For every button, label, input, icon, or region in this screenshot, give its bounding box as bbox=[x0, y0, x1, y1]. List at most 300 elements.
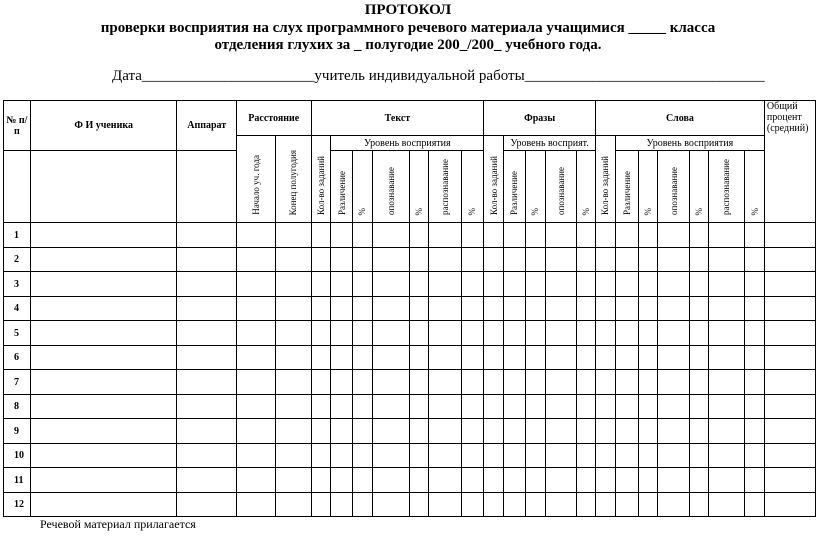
table-cell[interactable] bbox=[615, 223, 638, 248]
table-cell[interactable] bbox=[596, 370, 616, 395]
table-cell[interactable] bbox=[30, 248, 177, 272]
table-cell[interactable] bbox=[638, 419, 658, 444]
table-cell[interactable] bbox=[372, 223, 409, 248]
table-cell[interactable] bbox=[353, 346, 373, 370]
table-cell[interactable] bbox=[372, 395, 409, 419]
table-cell[interactable] bbox=[638, 493, 658, 517]
table-cell[interactable] bbox=[745, 419, 765, 444]
table-cell[interactable] bbox=[504, 419, 526, 444]
table-cell[interactable] bbox=[596, 444, 616, 468]
table-cell[interactable] bbox=[275, 493, 311, 517]
table-cell[interactable] bbox=[275, 223, 311, 248]
table-cell[interactable] bbox=[504, 297, 526, 321]
table-cell[interactable] bbox=[708, 395, 744, 419]
table-cell[interactable] bbox=[30, 395, 177, 419]
table-cell[interactable] bbox=[429, 223, 462, 248]
table-cell[interactable] bbox=[237, 468, 276, 493]
table-cell[interactable] bbox=[237, 346, 276, 370]
table-cell[interactable] bbox=[237, 248, 276, 272]
table-cell[interactable] bbox=[708, 223, 744, 248]
table-cell[interactable] bbox=[689, 468, 708, 493]
table-cell[interactable] bbox=[177, 395, 237, 419]
table-cell[interactable] bbox=[275, 248, 311, 272]
table-cell[interactable] bbox=[30, 419, 177, 444]
table-cell[interactable] bbox=[545, 395, 577, 419]
device-spacer bbox=[177, 151, 237, 223]
table-cell[interactable] bbox=[275, 419, 311, 444]
table-cell[interactable] bbox=[689, 297, 708, 321]
table-cell[interactable] bbox=[461, 419, 484, 444]
table-cell[interactable] bbox=[577, 468, 596, 493]
table-cell[interactable] bbox=[237, 272, 276, 297]
table-cell[interactable] bbox=[658, 493, 690, 517]
table-cell[interactable] bbox=[577, 444, 596, 468]
table-cell[interactable] bbox=[410, 321, 429, 346]
table-cell[interactable] bbox=[764, 370, 815, 395]
table-cell[interactable] bbox=[177, 297, 237, 321]
table-cell[interactable] bbox=[596, 395, 616, 419]
table-cell[interactable] bbox=[577, 370, 596, 395]
table-cell[interactable] bbox=[745, 395, 765, 419]
table-cell[interactable] bbox=[615, 395, 638, 419]
table-cell[interactable] bbox=[577, 346, 596, 370]
table-cell[interactable] bbox=[708, 297, 744, 321]
table-cell[interactable] bbox=[525, 248, 545, 272]
table-cell[interactable] bbox=[410, 248, 429, 272]
table-cell[interactable] bbox=[429, 370, 462, 395]
table-cell[interactable] bbox=[658, 248, 690, 272]
distance-start-header: Начало уч. года bbox=[237, 136, 276, 223]
table-cell[interactable] bbox=[577, 493, 596, 517]
table-cell[interactable] bbox=[353, 468, 373, 493]
table-cell[interactable] bbox=[311, 468, 331, 493]
col-number-header: № п/п bbox=[4, 101, 31, 151]
table-cell[interactable] bbox=[577, 395, 596, 419]
table-cell[interactable] bbox=[331, 346, 353, 370]
table-cell[interactable] bbox=[275, 444, 311, 468]
table-cell[interactable] bbox=[429, 248, 462, 272]
table-cell[interactable] bbox=[429, 468, 462, 493]
table-cell[interactable] bbox=[745, 321, 765, 346]
table-cell[interactable] bbox=[689, 321, 708, 346]
table-cell[interactable] bbox=[504, 272, 526, 297]
table-cell[interactable] bbox=[484, 395, 504, 419]
table-cell[interactable] bbox=[638, 370, 658, 395]
table-cell[interactable] bbox=[689, 395, 708, 419]
table-cell[interactable] bbox=[577, 223, 596, 248]
table-cell[interactable] bbox=[461, 370, 484, 395]
table-cell[interactable] bbox=[615, 272, 638, 297]
table-cell[interactable] bbox=[764, 468, 815, 493]
table-cell[interactable] bbox=[410, 297, 429, 321]
table-cell[interactable] bbox=[638, 321, 658, 346]
table-cell[interactable] bbox=[30, 223, 177, 248]
table-cell[interactable] bbox=[745, 468, 765, 493]
table-cell[interactable] bbox=[461, 223, 484, 248]
table-cell[interactable] bbox=[353, 493, 373, 517]
table-cell[interactable] bbox=[764, 223, 815, 248]
table-cell[interactable] bbox=[504, 493, 526, 517]
table-cell[interactable] bbox=[658, 395, 690, 419]
table-cell[interactable] bbox=[461, 346, 484, 370]
table-cell[interactable] bbox=[596, 321, 616, 346]
table-cell[interactable] bbox=[237, 370, 276, 395]
table-cell[interactable] bbox=[372, 419, 409, 444]
table-cell[interactable] bbox=[30, 297, 177, 321]
table-cell[interactable] bbox=[638, 223, 658, 248]
table-cell[interactable] bbox=[596, 223, 616, 248]
table-cell[interactable] bbox=[429, 493, 462, 517]
table-cell[interactable] bbox=[461, 248, 484, 272]
table-cell[interactable] bbox=[615, 493, 638, 517]
table-cell[interactable] bbox=[177, 272, 237, 297]
table-cell[interactable] bbox=[331, 395, 353, 419]
table-cell[interactable] bbox=[237, 444, 276, 468]
table-cell[interactable] bbox=[545, 346, 577, 370]
table-cell[interactable] bbox=[353, 370, 373, 395]
table-cell[interactable] bbox=[177, 223, 237, 248]
table-cell[interactable] bbox=[311, 370, 331, 395]
table-cell[interactable] bbox=[638, 468, 658, 493]
table-cell[interactable] bbox=[275, 395, 311, 419]
table-cell[interactable] bbox=[504, 223, 526, 248]
table-cell[interactable] bbox=[745, 370, 765, 395]
table-cell[interactable] bbox=[410, 395, 429, 419]
table-cell[interactable] bbox=[237, 419, 276, 444]
table-cell[interactable] bbox=[331, 444, 353, 468]
table-cell[interactable] bbox=[708, 419, 744, 444]
table-cell[interactable] bbox=[689, 493, 708, 517]
table-cell[interactable] bbox=[708, 272, 744, 297]
table-cell[interactable] bbox=[689, 248, 708, 272]
table-cell[interactable] bbox=[764, 444, 815, 468]
table-cell[interactable] bbox=[484, 444, 504, 468]
table-cell[interactable] bbox=[372, 248, 409, 272]
table-cell[interactable] bbox=[461, 321, 484, 346]
table-cell[interactable] bbox=[525, 419, 545, 444]
table-cell[interactable] bbox=[638, 395, 658, 419]
table-cell[interactable] bbox=[764, 346, 815, 370]
table-cell[interactable] bbox=[615, 297, 638, 321]
table-cell[interactable] bbox=[745, 297, 765, 321]
table-cell[interactable] bbox=[461, 468, 484, 493]
table-cell[interactable] bbox=[764, 419, 815, 444]
table-cell[interactable] bbox=[331, 493, 353, 517]
table-cell[interactable] bbox=[484, 346, 504, 370]
table-cell[interactable] bbox=[545, 493, 577, 517]
table-cell[interactable] bbox=[577, 248, 596, 272]
table-cell[interactable] bbox=[615, 370, 638, 395]
table-cell[interactable] bbox=[429, 297, 462, 321]
table-cell[interactable] bbox=[429, 272, 462, 297]
table-cell[interactable] bbox=[331, 370, 353, 395]
table-cell[interactable] bbox=[658, 370, 690, 395]
table-cell[interactable] bbox=[545, 370, 577, 395]
table-cell[interactable] bbox=[615, 444, 638, 468]
table-cell[interactable] bbox=[237, 493, 276, 517]
table-cell[interactable] bbox=[638, 444, 658, 468]
table-cell[interactable] bbox=[689, 370, 708, 395]
table-cell[interactable] bbox=[708, 444, 744, 468]
table-cell[interactable] bbox=[410, 468, 429, 493]
table-cell[interactable] bbox=[461, 444, 484, 468]
table-cell[interactable] bbox=[638, 248, 658, 272]
table-cell[interactable] bbox=[708, 321, 744, 346]
table-cell[interactable] bbox=[30, 444, 177, 468]
table-cell[interactable] bbox=[372, 493, 409, 517]
table-cell[interactable] bbox=[311, 444, 331, 468]
row-number: 2 bbox=[4, 248, 31, 272]
table-cell[interactable] bbox=[545, 297, 577, 321]
table-cell[interactable] bbox=[764, 272, 815, 297]
table-cell[interactable] bbox=[658, 272, 690, 297]
table-cell[interactable] bbox=[525, 395, 545, 419]
table-cell[interactable] bbox=[615, 346, 638, 370]
table-cell[interactable] bbox=[615, 248, 638, 272]
table-cell[interactable] bbox=[177, 468, 237, 493]
table-cell[interactable] bbox=[177, 346, 237, 370]
table-cell[interactable] bbox=[484, 297, 504, 321]
table-cell[interactable] bbox=[177, 321, 237, 346]
table-cell[interactable] bbox=[275, 321, 311, 346]
table-cell[interactable] bbox=[237, 297, 276, 321]
table-cell[interactable] bbox=[372, 272, 409, 297]
table-cell[interactable] bbox=[311, 223, 331, 248]
table-cell[interactable] bbox=[484, 248, 504, 272]
table-cell[interactable] bbox=[545, 419, 577, 444]
table-cell[interactable] bbox=[745, 493, 765, 517]
table-cell[interactable] bbox=[689, 444, 708, 468]
table-cell[interactable] bbox=[708, 468, 744, 493]
table-cell[interactable] bbox=[311, 248, 331, 272]
table-cell[interactable] bbox=[689, 223, 708, 248]
table-cell[interactable] bbox=[331, 468, 353, 493]
table-cell[interactable] bbox=[658, 468, 690, 493]
table-cell[interactable] bbox=[745, 248, 765, 272]
table-cell[interactable] bbox=[331, 321, 353, 346]
table-cell[interactable] bbox=[525, 272, 545, 297]
table-cell[interactable] bbox=[484, 272, 504, 297]
table-cell[interactable] bbox=[410, 370, 429, 395]
table-cell[interactable] bbox=[410, 223, 429, 248]
table-cell[interactable] bbox=[689, 419, 708, 444]
table-cell[interactable] bbox=[331, 272, 353, 297]
table-cell[interactable] bbox=[30, 272, 177, 297]
table-cell[interactable] bbox=[177, 248, 237, 272]
table-cell[interactable] bbox=[30, 321, 177, 346]
table-cell[interactable] bbox=[745, 346, 765, 370]
words-identification-header: опознавание bbox=[658, 151, 690, 223]
table-cell[interactable] bbox=[484, 370, 504, 395]
table-cell[interactable] bbox=[658, 297, 690, 321]
table-cell[interactable] bbox=[638, 297, 658, 321]
table-cell[interactable] bbox=[311, 493, 331, 517]
table-cell[interactable] bbox=[596, 346, 616, 370]
table-cell[interactable] bbox=[708, 370, 744, 395]
table-cell[interactable] bbox=[429, 419, 462, 444]
table-cell[interactable] bbox=[353, 444, 373, 468]
table-cell[interactable] bbox=[745, 272, 765, 297]
table-cell[interactable] bbox=[764, 248, 815, 272]
table-cell[interactable] bbox=[177, 493, 237, 517]
table-cell[interactable] bbox=[353, 395, 373, 419]
table-cell[interactable] bbox=[504, 248, 526, 272]
text-percent-header: % bbox=[461, 151, 484, 223]
table-cell[interactable] bbox=[410, 419, 429, 444]
table-cell[interactable] bbox=[545, 248, 577, 272]
table-cell[interactable] bbox=[177, 419, 237, 444]
table-cell[interactable] bbox=[658, 346, 690, 370]
table-cell[interactable] bbox=[525, 297, 545, 321]
table-cell[interactable] bbox=[504, 444, 526, 468]
table-cell[interactable] bbox=[30, 370, 177, 395]
table-cell[interactable] bbox=[708, 493, 744, 517]
table-cell[interactable] bbox=[689, 346, 708, 370]
text-count-header: Кол-во заданий bbox=[311, 136, 331, 223]
table-cell[interactable] bbox=[275, 468, 311, 493]
table-cell[interactable] bbox=[484, 468, 504, 493]
table-cell[interactable] bbox=[745, 444, 765, 468]
table-cell[interactable] bbox=[615, 468, 638, 493]
table-cell[interactable] bbox=[658, 321, 690, 346]
table-cell[interactable] bbox=[638, 346, 658, 370]
table-cell[interactable] bbox=[596, 419, 616, 444]
table-cell[interactable] bbox=[504, 346, 526, 370]
table-cell[interactable] bbox=[311, 297, 331, 321]
table-cell[interactable] bbox=[525, 370, 545, 395]
words-percent-header: % bbox=[745, 151, 765, 223]
table-cell[interactable] bbox=[410, 493, 429, 517]
table-cell[interactable] bbox=[504, 468, 526, 493]
table-cell[interactable] bbox=[504, 395, 526, 419]
table-cell[interactable] bbox=[410, 444, 429, 468]
table-cell[interactable] bbox=[30, 493, 177, 517]
table-cell[interactable] bbox=[689, 272, 708, 297]
table-cell[interactable] bbox=[30, 346, 177, 370]
table-cell[interactable] bbox=[331, 297, 353, 321]
table-cell[interactable] bbox=[484, 419, 504, 444]
table-cell[interactable] bbox=[353, 223, 373, 248]
table-cell[interactable] bbox=[429, 321, 462, 346]
table-cell[interactable] bbox=[525, 493, 545, 517]
table-cell[interactable] bbox=[353, 248, 373, 272]
table-cell[interactable] bbox=[484, 223, 504, 248]
table-cell[interactable] bbox=[353, 297, 373, 321]
table-cell[interactable] bbox=[615, 321, 638, 346]
table-cell[interactable] bbox=[596, 248, 616, 272]
table-cell[interactable] bbox=[525, 223, 545, 248]
table-cell[interactable] bbox=[311, 395, 331, 419]
table-cell[interactable] bbox=[331, 419, 353, 444]
table-cell[interactable] bbox=[353, 419, 373, 444]
table-cell[interactable] bbox=[764, 395, 815, 419]
table-cell[interactable] bbox=[764, 297, 815, 321]
table-cell[interactable] bbox=[429, 444, 462, 468]
table-cell[interactable] bbox=[525, 444, 545, 468]
table-cell[interactable] bbox=[638, 272, 658, 297]
table-cell[interactable] bbox=[372, 468, 409, 493]
table-cell[interactable] bbox=[30, 468, 177, 493]
table-cell[interactable] bbox=[372, 346, 409, 370]
table-cell[interactable] bbox=[658, 419, 690, 444]
table-cell[interactable] bbox=[708, 248, 744, 272]
table-cell[interactable] bbox=[577, 321, 596, 346]
table-cell[interactable] bbox=[372, 297, 409, 321]
table-cell[interactable] bbox=[545, 468, 577, 493]
table-cell[interactable] bbox=[596, 272, 616, 297]
table-cell[interactable] bbox=[237, 223, 276, 248]
table-cell[interactable] bbox=[311, 272, 331, 297]
table-cell[interactable] bbox=[311, 419, 331, 444]
row-number: 5 bbox=[4, 321, 31, 346]
table-cell[interactable] bbox=[275, 297, 311, 321]
table-cell[interactable] bbox=[525, 468, 545, 493]
table-cell[interactable] bbox=[429, 346, 462, 370]
table-cell[interactable] bbox=[596, 468, 616, 493]
table-cell[interactable] bbox=[658, 223, 690, 248]
table-cell[interactable] bbox=[504, 321, 526, 346]
table-cell[interactable] bbox=[658, 444, 690, 468]
table-cell[interactable] bbox=[596, 493, 616, 517]
table-cell[interactable] bbox=[353, 272, 373, 297]
table-cell[interactable] bbox=[461, 395, 484, 419]
table-cell[interactable] bbox=[237, 321, 276, 346]
table-cell[interactable] bbox=[461, 493, 484, 517]
table-cell[interactable] bbox=[484, 321, 504, 346]
table-cell[interactable] bbox=[311, 346, 331, 370]
table-cell[interactable] bbox=[177, 444, 237, 468]
table-cell[interactable] bbox=[764, 493, 815, 517]
table-cell[interactable] bbox=[410, 272, 429, 297]
table-cell[interactable] bbox=[461, 297, 484, 321]
phrases-percent-header: % bbox=[577, 151, 596, 223]
table-cell[interactable] bbox=[745, 223, 765, 248]
table-cell[interactable] bbox=[708, 346, 744, 370]
table-cell[interactable] bbox=[372, 444, 409, 468]
table-cell[interactable] bbox=[331, 223, 353, 248]
table-cell[interactable] bbox=[484, 493, 504, 517]
table-cell[interactable] bbox=[372, 321, 409, 346]
table-cell[interactable] bbox=[545, 444, 577, 468]
table-cell[interactable] bbox=[275, 370, 311, 395]
table-cell[interactable] bbox=[275, 272, 311, 297]
table-cell[interactable] bbox=[525, 321, 545, 346]
table-cell[interactable] bbox=[577, 297, 596, 321]
table-cell[interactable] bbox=[545, 223, 577, 248]
col-average-percent-header: Общий процент (средний) bbox=[764, 101, 815, 223]
table-cell[interactable] bbox=[577, 272, 596, 297]
table-cell[interactable] bbox=[177, 370, 237, 395]
table-cell[interactable] bbox=[545, 272, 577, 297]
table-cell[interactable] bbox=[410, 346, 429, 370]
table-cell[interactable] bbox=[429, 395, 462, 419]
table-cell[interactable] bbox=[311, 321, 331, 346]
table-cell[interactable] bbox=[577, 419, 596, 444]
table-cell[interactable] bbox=[331, 248, 353, 272]
table-cell[interactable] bbox=[504, 370, 526, 395]
table-cell[interactable] bbox=[237, 395, 276, 419]
table-cell[interactable] bbox=[596, 297, 616, 321]
table-cell[interactable] bbox=[461, 272, 484, 297]
table-cell[interactable] bbox=[545, 321, 577, 346]
table-cell[interactable] bbox=[525, 346, 545, 370]
table-row bbox=[4, 223, 816, 248]
table-cell[interactable] bbox=[275, 346, 311, 370]
table-cell[interactable] bbox=[372, 370, 409, 395]
table-cell[interactable] bbox=[615, 419, 638, 444]
table-cell[interactable] bbox=[764, 321, 815, 346]
table-cell[interactable] bbox=[353, 321, 373, 346]
